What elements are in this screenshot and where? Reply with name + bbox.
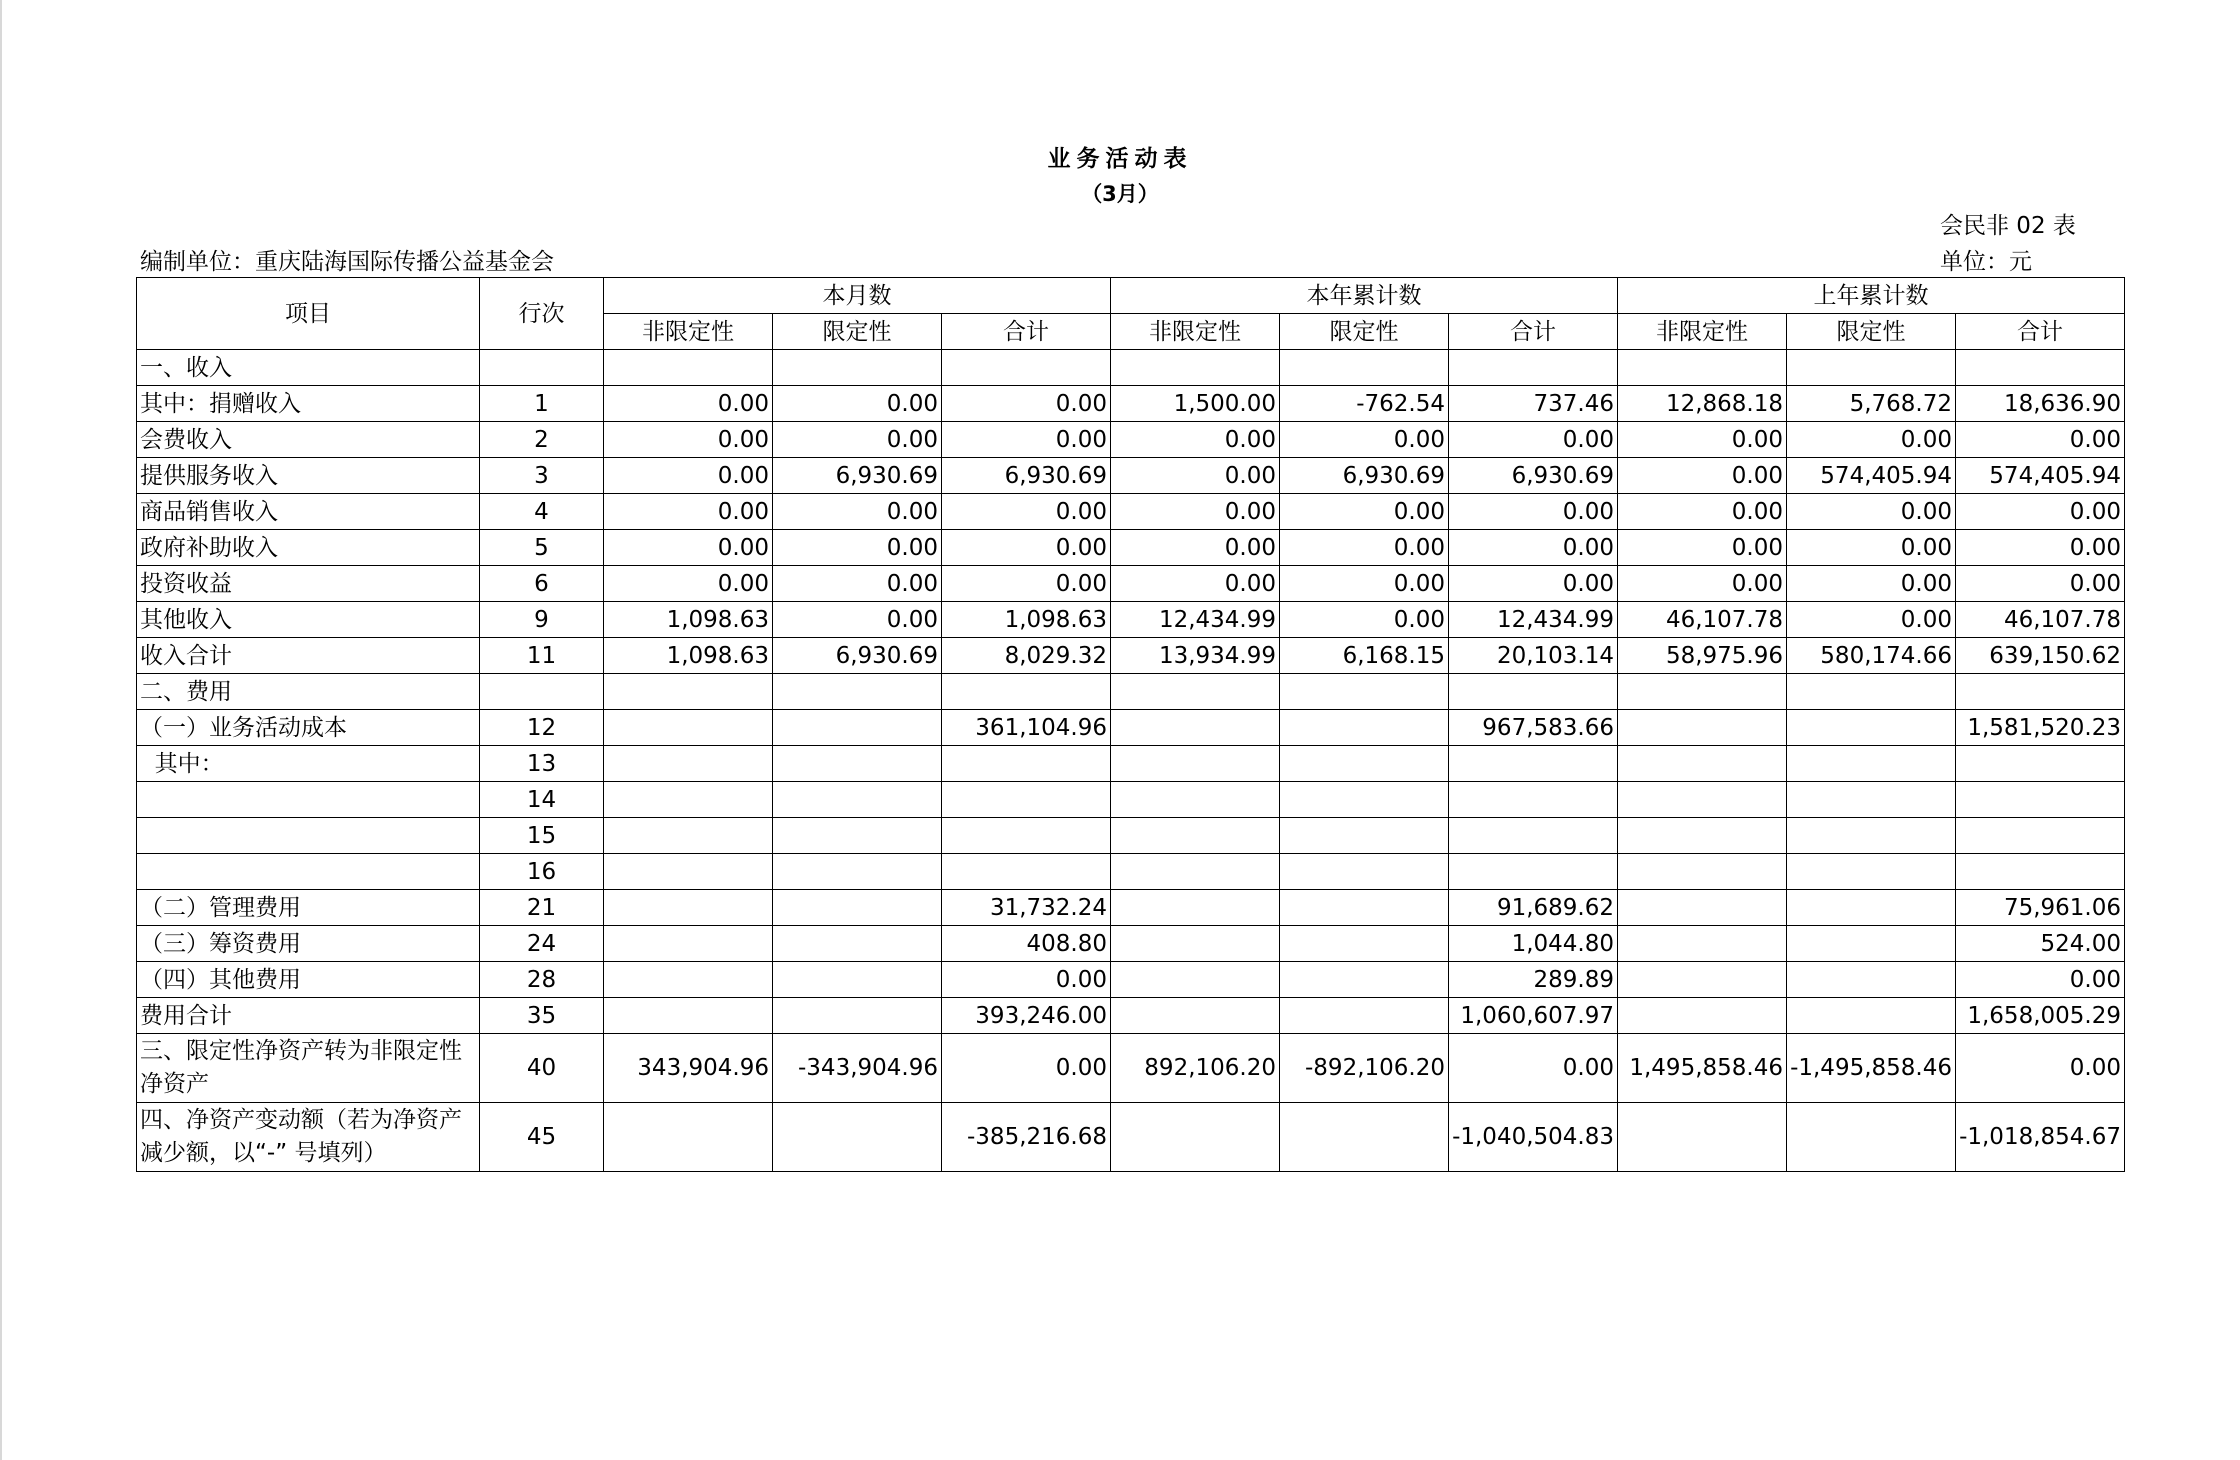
value-cell: 0.00 [1787, 530, 1956, 566]
value-cell: 12,868.18 [1618, 386, 1787, 422]
value-cell: 0.00 [942, 422, 1111, 458]
value-cell: 408.80 [942, 926, 1111, 962]
report-title: 业务活动表 [1047, 146, 1193, 172]
row-line-number: 45 [480, 1103, 604, 1172]
table-row [137, 782, 2125, 818]
value-cell: -1,040,504.83 [1449, 1103, 1618, 1172]
table-row [137, 494, 2125, 530]
value-cell [604, 926, 773, 962]
value-cell [1449, 674, 1618, 710]
value-cell [1111, 710, 1280, 746]
value-cell: 0.00 [604, 530, 773, 566]
value-cell [942, 818, 1111, 854]
table-row [137, 386, 2125, 422]
value-cell: 1,044.80 [1449, 926, 1618, 962]
table-row [137, 638, 2125, 674]
value-cell [604, 782, 773, 818]
value-cell [1449, 818, 1618, 854]
row-line-number: 21 [480, 890, 604, 926]
form-code: 会民非 02 表 [1940, 213, 2076, 239]
value-cell [773, 782, 942, 818]
value-cell [1280, 854, 1449, 890]
value-cell [942, 746, 1111, 782]
value-cell [1111, 854, 1280, 890]
value-cell: 0.00 [942, 386, 1111, 422]
value-cell [604, 854, 773, 890]
value-cell [1618, 1103, 1787, 1172]
value-cell: 91,689.62 [1449, 890, 1618, 926]
value-cell [1280, 926, 1449, 962]
row-item-label: （四）其他费用 [137, 962, 480, 998]
value-cell [1787, 818, 1956, 854]
value-cell [1787, 1103, 1956, 1172]
value-cell: 1,500.00 [1111, 386, 1280, 422]
row-line-number [480, 350, 604, 386]
value-cell: -385,216.68 [942, 1103, 1111, 1172]
value-cell: 58,975.96 [1618, 638, 1787, 674]
row-line-number: 6 [480, 566, 604, 602]
value-cell [604, 746, 773, 782]
row-line-number: 9 [480, 602, 604, 638]
row-item-label [137, 818, 480, 854]
value-cell [773, 350, 942, 386]
value-cell: 343,904.96 [604, 1034, 773, 1103]
value-cell: 20,103.14 [1449, 638, 1618, 674]
value-cell: 0.00 [604, 494, 773, 530]
value-cell: 639,150.62 [1956, 638, 2125, 674]
table-row [137, 710, 2125, 746]
row-item-label: 一、收入 [137, 350, 480, 386]
value-cell [1111, 1103, 1280, 1172]
row-line-number: 16 [480, 854, 604, 890]
value-cell [1787, 890, 1956, 926]
table-row [137, 530, 2125, 566]
value-cell [604, 350, 773, 386]
value-cell: 6,930.69 [773, 458, 942, 494]
value-cell [1111, 674, 1280, 710]
value-cell: 0.00 [942, 1034, 1111, 1103]
value-cell [1618, 674, 1787, 710]
table-row [137, 1034, 2125, 1103]
value-cell: 6,930.69 [773, 638, 942, 674]
value-cell [773, 962, 942, 998]
value-cell: 0.00 [1111, 530, 1280, 566]
value-cell [1618, 998, 1787, 1034]
value-cell [1280, 890, 1449, 926]
value-cell [1111, 998, 1280, 1034]
value-cell [773, 710, 942, 746]
value-cell: 0.00 [942, 530, 1111, 566]
value-cell: 0.00 [773, 422, 942, 458]
value-cell: 524.00 [1956, 926, 2125, 962]
table-row [137, 566, 2125, 602]
row-item-label: （三）筹资费用 [137, 926, 480, 962]
header-line-no: 行次 [480, 278, 604, 350]
value-cell: 0.00 [1618, 422, 1787, 458]
value-cell: 0.00 [773, 530, 942, 566]
value-cell: 0.00 [1449, 530, 1618, 566]
value-cell: 393,246.00 [942, 998, 1111, 1034]
value-cell: 18,636.90 [1956, 386, 2125, 422]
value-cell [604, 998, 773, 1034]
row-item-label: 商品销售收入 [137, 494, 480, 530]
value-cell: 0.00 [1956, 422, 2125, 458]
value-cell [1280, 710, 1449, 746]
value-cell: 0.00 [604, 458, 773, 494]
value-cell [1956, 854, 2125, 890]
row-item-label: 其他收入 [137, 602, 480, 638]
value-cell: 0.00 [1111, 422, 1280, 458]
value-cell [1280, 1103, 1449, 1172]
row-line-number: 5 [480, 530, 604, 566]
value-cell: 0.00 [1280, 494, 1449, 530]
row-item-label: 投资收益 [137, 566, 480, 602]
table-row [137, 422, 2125, 458]
row-line-number: 11 [480, 638, 604, 674]
value-cell [604, 962, 773, 998]
value-cell: 0.00 [773, 566, 942, 602]
value-cell: 0.00 [1280, 566, 1449, 602]
row-line-number: 3 [480, 458, 604, 494]
row-line-number: 40 [480, 1034, 604, 1103]
table-row [137, 458, 2125, 494]
value-cell: 0.00 [942, 962, 1111, 998]
value-cell: 0.00 [604, 566, 773, 602]
value-cell [604, 674, 773, 710]
value-cell [1280, 818, 1449, 854]
value-cell: -1,495,858.46 [1787, 1034, 1956, 1103]
table-row [137, 602, 2125, 638]
report-period: （3月） [1081, 182, 1159, 206]
value-cell [773, 746, 942, 782]
value-cell: -762.54 [1280, 386, 1449, 422]
row-item-label: （二）管理费用 [137, 890, 480, 926]
header-restricted: 限定性 [1280, 314, 1449, 350]
value-cell [1111, 818, 1280, 854]
value-cell [1618, 926, 1787, 962]
value-cell: 5,768.72 [1787, 386, 1956, 422]
value-cell [942, 350, 1111, 386]
row-item-label [137, 782, 480, 818]
value-cell: 0.00 [1449, 1034, 1618, 1103]
value-cell: 0.00 [1956, 530, 2125, 566]
value-cell: -1,018,854.67 [1956, 1103, 2125, 1172]
table-row [137, 350, 2125, 386]
value-cell [1787, 782, 1956, 818]
row-item-label: 二、费用 [137, 674, 480, 710]
value-cell [1956, 746, 2125, 782]
row-item-label: 其中：捐赠收入 [137, 386, 480, 422]
value-cell [1111, 782, 1280, 818]
value-cell [1787, 998, 1956, 1034]
row-item-label: 提供服务收入 [137, 458, 480, 494]
value-cell: 0.00 [604, 422, 773, 458]
value-cell [1787, 926, 1956, 962]
value-cell: 75,961.06 [1956, 890, 2125, 926]
value-cell [1787, 350, 1956, 386]
row-line-number: 24 [480, 926, 604, 962]
row-item-label: 四、净资产变动额（若为净资产减少额，以“-” 号填列） [137, 1103, 480, 1172]
table-row [137, 746, 2125, 782]
header-group-prior-year: 上年累计数 [1618, 278, 2125, 314]
value-cell [1449, 746, 1618, 782]
value-cell [773, 854, 942, 890]
value-cell [1449, 854, 1618, 890]
value-cell [1787, 854, 1956, 890]
value-cell: 0.00 [1787, 566, 1956, 602]
value-cell: 574,405.94 [1956, 458, 2125, 494]
value-cell: 0.00 [1956, 1034, 2125, 1103]
value-cell: 0.00 [1956, 494, 2125, 530]
value-cell: 0.00 [1280, 422, 1449, 458]
table-row [137, 962, 2125, 998]
value-cell: 0.00 [1111, 494, 1280, 530]
value-cell [1111, 890, 1280, 926]
row-item-label: 会费收入 [137, 422, 480, 458]
table-row [137, 926, 2125, 962]
value-cell: 892,106.20 [1111, 1034, 1280, 1103]
row-item-label [137, 854, 480, 890]
row-line-number: 35 [480, 998, 604, 1034]
header-group-current-month: 本月数 [604, 278, 1111, 314]
value-cell: 0.00 [1618, 566, 1787, 602]
value-cell: 1,060,607.97 [1449, 998, 1618, 1034]
value-cell [1618, 746, 1787, 782]
row-item-label: 收入合计 [137, 638, 480, 674]
value-cell: 31,732.24 [942, 890, 1111, 926]
header-item: 项目 [137, 278, 480, 350]
value-cell [1111, 962, 1280, 998]
value-cell [1956, 350, 2125, 386]
header-row-groups [137, 278, 2125, 314]
value-cell [773, 890, 942, 926]
value-cell [942, 854, 1111, 890]
value-cell: 46,107.78 [1618, 602, 1787, 638]
value-cell [1956, 782, 2125, 818]
value-cell: 0.00 [1280, 530, 1449, 566]
header-restricted: 限定性 [1787, 314, 1956, 350]
row-line-number: 4 [480, 494, 604, 530]
value-cell [1280, 782, 1449, 818]
value-cell: 0.00 [1956, 566, 2125, 602]
value-cell: 0.00 [1787, 494, 1956, 530]
value-cell: 0.00 [1449, 494, 1618, 530]
value-cell [942, 674, 1111, 710]
value-cell [604, 1103, 773, 1172]
value-cell [1618, 854, 1787, 890]
value-cell [1618, 962, 1787, 998]
table-row [137, 1103, 2125, 1172]
value-cell: 0.00 [1787, 422, 1956, 458]
value-cell: 8,029.32 [942, 638, 1111, 674]
value-cell [1787, 710, 1956, 746]
table-row [137, 890, 2125, 926]
currency-unit: 单位：元 [1940, 249, 2032, 275]
business-activity-table [136, 277, 2125, 1172]
header-restricted: 限定性 [773, 314, 942, 350]
row-line-number: 14 [480, 782, 604, 818]
value-cell [1956, 818, 2125, 854]
header-unrestricted: 非限定性 [604, 314, 773, 350]
value-cell: 0.00 [1787, 602, 1956, 638]
value-cell: 6,930.69 [1280, 458, 1449, 494]
value-cell: 0.00 [1449, 566, 1618, 602]
value-cell: -343,904.96 [773, 1034, 942, 1103]
value-cell [773, 818, 942, 854]
value-cell [1111, 746, 1280, 782]
value-cell [1787, 962, 1956, 998]
value-cell: 0.00 [773, 494, 942, 530]
value-cell: 1,098.63 [604, 602, 773, 638]
value-cell [1787, 674, 1956, 710]
row-line-number: 2 [480, 422, 604, 458]
table-row [137, 998, 2125, 1034]
header-total: 合计 [1449, 314, 1618, 350]
value-cell: 6,168.15 [1280, 638, 1449, 674]
value-cell: 580,174.66 [1787, 638, 1956, 674]
value-cell [1111, 350, 1280, 386]
row-line-number: 28 [480, 962, 604, 998]
value-cell: 1,098.63 [604, 638, 773, 674]
page-edge [0, 0, 2, 1460]
row-line-number: 12 [480, 710, 604, 746]
row-item-label: 其中： [137, 746, 480, 782]
value-cell [773, 998, 942, 1034]
value-cell: 0.00 [1956, 962, 2125, 998]
table-row [137, 854, 2125, 890]
value-cell: 12,434.99 [1449, 602, 1618, 638]
value-cell: -892,106.20 [1280, 1034, 1449, 1103]
value-cell: 0.00 [1618, 530, 1787, 566]
row-line-number: 1 [480, 386, 604, 422]
value-cell: 0.00 [942, 494, 1111, 530]
header-group-ytd: 本年累计数 [1111, 278, 1618, 314]
value-cell [773, 674, 942, 710]
value-cell [773, 1103, 942, 1172]
row-line-number: 15 [480, 818, 604, 854]
value-cell [604, 818, 773, 854]
row-line-number [480, 674, 604, 710]
value-cell: 0.00 [604, 386, 773, 422]
value-cell: 0.00 [1111, 458, 1280, 494]
value-cell [604, 890, 773, 926]
value-cell: 13,934.99 [1111, 638, 1280, 674]
value-cell: 0.00 [942, 566, 1111, 602]
value-cell: 0.00 [1449, 422, 1618, 458]
value-cell [1449, 782, 1618, 818]
value-cell [1280, 746, 1449, 782]
value-cell [1280, 674, 1449, 710]
value-cell: 1,098.63 [942, 602, 1111, 638]
value-cell: 967,583.66 [1449, 710, 1618, 746]
value-cell [1280, 350, 1449, 386]
value-cell: 1,658,005.29 [1956, 998, 2125, 1034]
value-cell: 0.00 [773, 386, 942, 422]
value-cell [1618, 782, 1787, 818]
row-item-label: 三、限定性净资产转为非限定性净资产 [137, 1034, 480, 1103]
value-cell: 1,581,520.23 [1956, 710, 2125, 746]
row-item-label: 费用合计 [137, 998, 480, 1034]
value-cell: 289.89 [1449, 962, 1618, 998]
table-row [137, 674, 2125, 710]
value-cell: 361,104.96 [942, 710, 1111, 746]
value-cell [1618, 350, 1787, 386]
value-cell: 46,107.78 [1956, 602, 2125, 638]
header-total: 合计 [942, 314, 1111, 350]
value-cell [1956, 674, 2125, 710]
row-line-number: 13 [480, 746, 604, 782]
row-item-label: （一）业务活动成本 [137, 710, 480, 746]
value-cell [1787, 746, 1956, 782]
value-cell: 6,930.69 [942, 458, 1111, 494]
header-unrestricted: 非限定性 [1111, 314, 1280, 350]
value-cell [1280, 962, 1449, 998]
value-cell: 574,405.94 [1787, 458, 1956, 494]
value-cell: 737.46 [1449, 386, 1618, 422]
table-row [137, 818, 2125, 854]
header-total: 合计 [1956, 314, 2125, 350]
value-cell [1618, 890, 1787, 926]
value-cell: 0.00 [1111, 566, 1280, 602]
row-item-label: 政府补助收入 [137, 530, 480, 566]
value-cell: 12,434.99 [1111, 602, 1280, 638]
value-cell: 0.00 [773, 602, 942, 638]
value-cell [773, 926, 942, 962]
value-cell [942, 782, 1111, 818]
value-cell: 0.00 [1618, 458, 1787, 494]
value-cell: 0.00 [1280, 602, 1449, 638]
value-cell: 6,930.69 [1449, 458, 1618, 494]
value-cell [1449, 350, 1618, 386]
value-cell [1618, 710, 1787, 746]
value-cell: 1,495,858.46 [1618, 1034, 1787, 1103]
value-cell: 0.00 [1618, 494, 1787, 530]
value-cell [604, 710, 773, 746]
value-cell [1111, 926, 1280, 962]
value-cell [1618, 818, 1787, 854]
value-cell [1280, 998, 1449, 1034]
header-unrestricted: 非限定性 [1618, 314, 1787, 350]
preparing-unit: 编制单位：重庆陆海国际传播公益基金会 [140, 249, 554, 275]
